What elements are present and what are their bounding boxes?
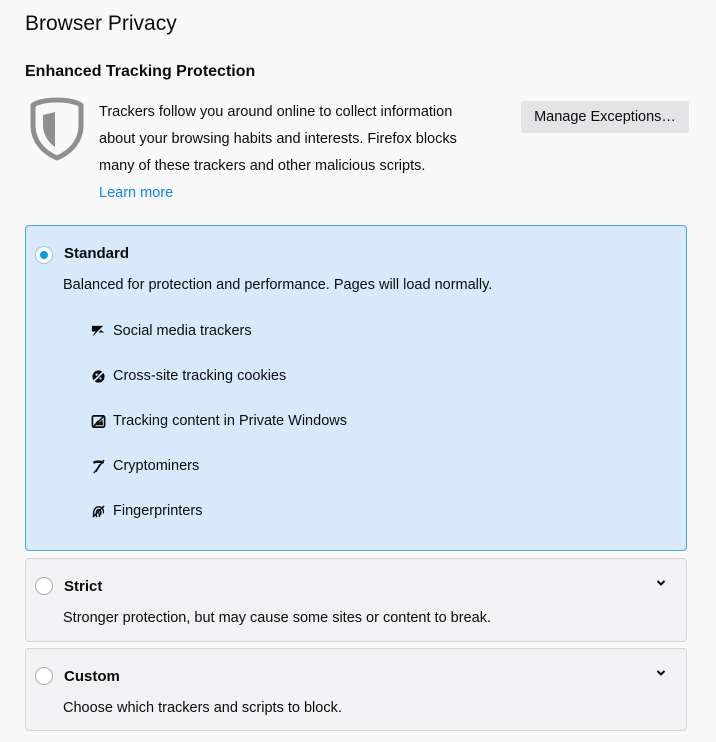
- strict-description: Stronger protection, but may cause some sites or content to break.: [63, 610, 491, 626]
- standard-radio[interactable]: [35, 246, 53, 264]
- tracker-label: Tracking content in Private Windows: [113, 413, 347, 429]
- tracker-label: Social media trackers: [113, 323, 252, 339]
- standard-description: Balanced for protection and performance. Pages will load normally.: [63, 277, 493, 293]
- strict-radio[interactable]: [35, 577, 53, 595]
- cookie-icon: [91, 369, 106, 384]
- social-tracker-icon: [91, 324, 106, 339]
- cryptominer-icon: [91, 459, 106, 474]
- tracker-item: [91, 501, 202, 521]
- tracking-content-icon: [91, 414, 106, 429]
- option-standard-card[interactable]: [25, 225, 687, 551]
- strict-label: Strict: [64, 578, 103, 595]
- tracker-item: [91, 411, 347, 431]
- custom-label: Custom: [64, 668, 120, 685]
- option-custom-card[interactable]: [25, 648, 687, 731]
- fingerprinter-icon: [91, 504, 106, 519]
- custom-description: Choose which trackers and scripts to block.: [63, 700, 342, 716]
- description-line: about your browsing habits and interests. Firefox blocks: [99, 131, 457, 147]
- shield-icon: [29, 97, 85, 161]
- tracker-label: Cryptominers: [113, 458, 200, 474]
- learn-more-link[interactable]: Learn more: [99, 185, 174, 201]
- tracker-label: Cross-site tracking cookies: [113, 368, 287, 384]
- tracker-item: [91, 321, 252, 341]
- chevron-down-icon[interactable]: [656, 669, 666, 677]
- manage-exceptions-button[interactable]: Manage Exceptions…: [521, 101, 689, 133]
- custom-radio[interactable]: [35, 667, 53, 685]
- tracker-label: Fingerprinters: [113, 503, 203, 519]
- standard-label: Standard: [64, 245, 130, 262]
- etp-description: [99, 99, 499, 207]
- tracker-item: [91, 456, 199, 476]
- chevron-down-icon[interactable]: [656, 579, 666, 587]
- page-title: Browser Privacy: [25, 12, 177, 35]
- section-heading: Enhanced Tracking Protection: [25, 63, 256, 80]
- description-line: Trackers follow you around online to collect information: [99, 104, 453, 120]
- tracker-item: [91, 366, 286, 386]
- option-strict-card[interactable]: [25, 558, 687, 642]
- description-line: many of these trackers and other malicious scripts.: [99, 158, 426, 174]
